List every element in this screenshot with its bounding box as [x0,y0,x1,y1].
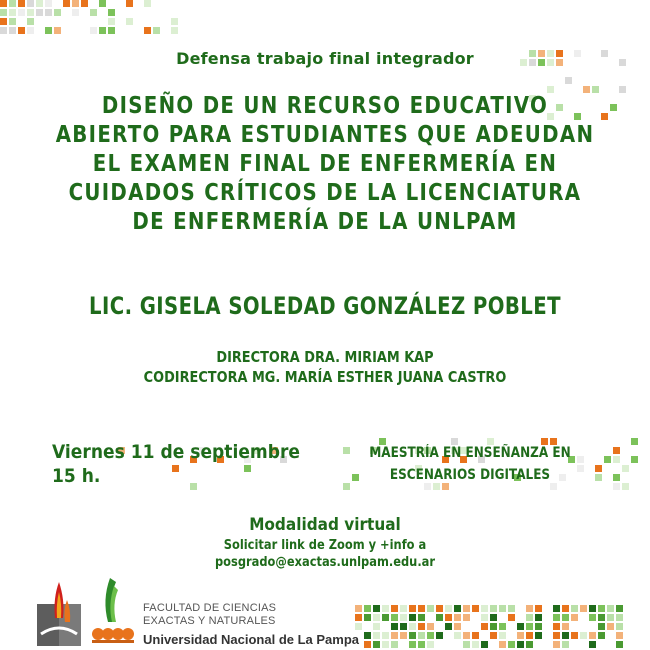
thesis-title [0,92,650,237]
program-line: MAESTRÍA EN ENSEÑANZA EN [369,445,571,461]
program-name [350,442,590,486]
codirector: CODIRECTORA MG. MARÍA ESTHER JUANA CASTRO [143,368,507,386]
mosaic-bottom-right [355,605,630,650]
author-name: LIC. GISELA SOLEDAD GONZÁLEZ POBLET [89,292,561,320]
event-subtitle: Defensa trabajo final integrador [176,49,474,68]
modality: Modalidad virtual [249,515,401,535]
event-time: 15 h. [52,465,101,487]
director: DIRECTORA DRA. MIRIAM KAP [216,348,434,366]
event-date [52,440,328,488]
thesis-title-line: EL EXAMEN FINAL DE ENFERMERÍA EN [92,151,558,177]
thesis-title-line: CUIDADOS CRÍTICOS DE LA LICENCIATURA [68,180,582,206]
faculty-logo-icon [37,578,81,646]
contact-text: Solicitar link de Zoom y +info a [223,538,427,553]
university-logo-icon [88,576,136,646]
mosaic-top-left [0,0,200,40]
thesis-title-line: ABIERTO PARA ESTUDIANTES QUE ADEUDAN [55,122,595,148]
event-day: Viernes 11 de septiembre [52,441,301,463]
advisors [0,347,650,387]
program-line: ESCENARIOS DIGITALES [389,467,551,483]
university-name: Universidad Nacional de La Pampa [143,632,360,647]
faculty-name-line: FACULTAD DE CIENCIAS [143,602,277,614]
contact-info [0,537,650,571]
thesis-title-line: DE ENFERMERÍA DE LA UNLPAM [132,209,518,235]
faculty-name-line: EXACTAS Y NATURALES [143,615,276,627]
faculty-block [143,602,359,649]
thesis-title-line: DISEÑO DE UN RECURSO EDUCATIVO [101,93,549,119]
contact-email[interactable]: posgrado@exactas.unlpam.edu.ar [214,555,436,570]
